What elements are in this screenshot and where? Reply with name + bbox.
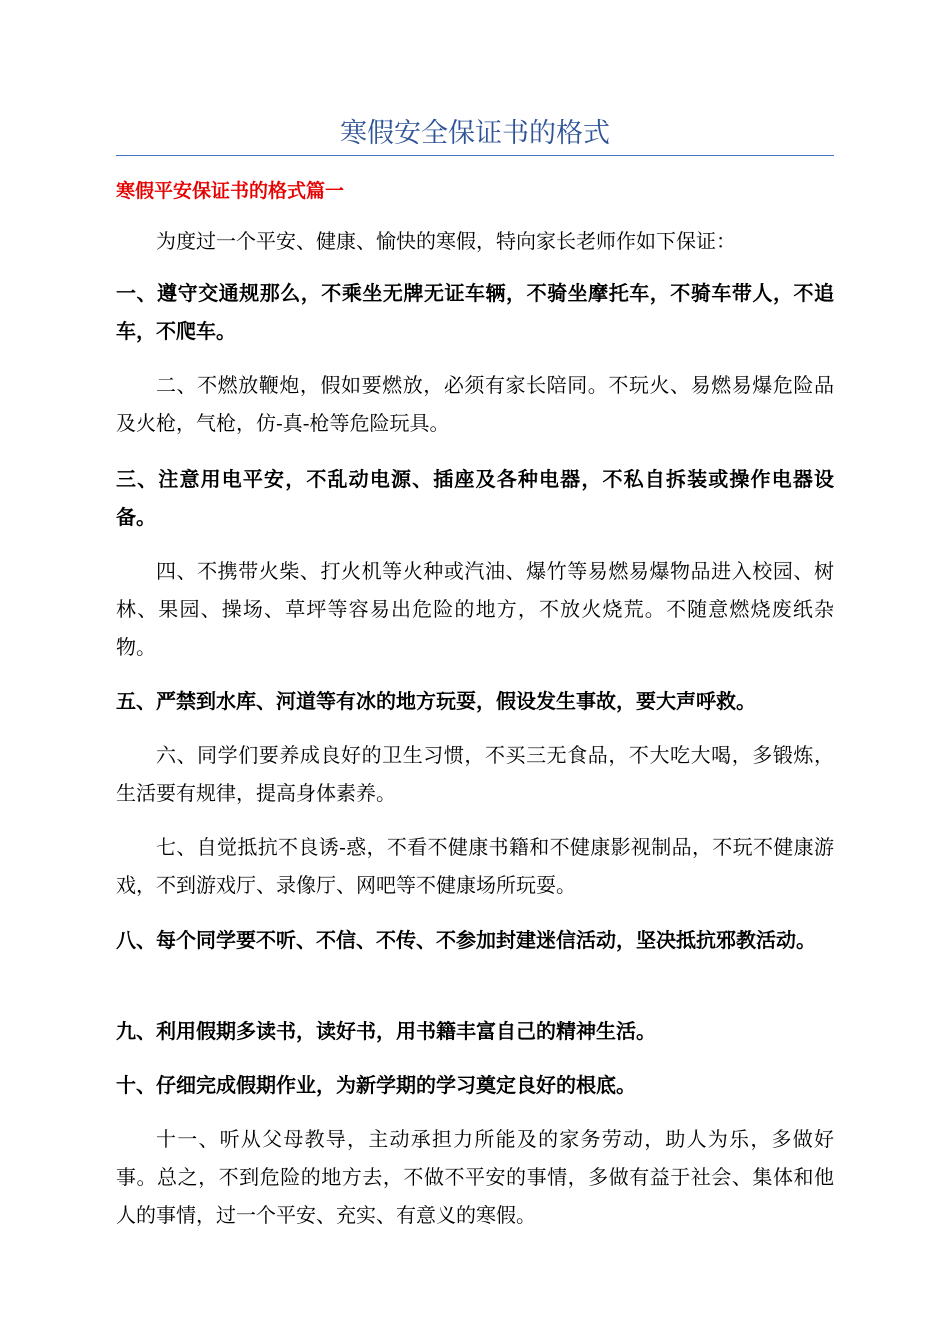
rule-paragraph-3: 三、注意用电平安，不乱动电源、插座及各种电器，不私自拆装或操作电器设备。 [116,467,834,529]
rule-paragraph-1: 一、遵守交通规那么，不乘坐无牌无证车辆，不骑坐摩托车，不骑车带人，不追车，不爬车。 [116,281,834,343]
rule-paragraph-6: 六、同学们要养成良好的卫生习惯，不买三无食品，不大吃大喝，多锻炼，生活要有规律，提高身体素养。 [116,743,834,805]
rule-paragraph-10: 十、仔细完成假期作业，为新学期的学习奠定良好的根底。 [116,1073,636,1097]
rule-paragraph-2: 二、不燃放鞭炮，假如要燃放，必须有家长陪同。不玩火、易燃易爆危险品及火枪，气枪，仿-真-枪等危险玩具。 [116,373,834,435]
rule-paragraph-4: 四、不携带火柴、打火机等火种或汽油、爆竹等易燃易爆物品进入校园、树林、果园、操场、草坪等容易出危险的地方，不放火烧荒。不随意燃烧废纸杂物。 [116,559,834,659]
page-title: 寒假安全保证书的格式 [340,118,610,149]
rule-paragraph-8: 八、每个同学要不听、不信、不传、不参加封建迷信活动，坚决抵抗邪教活动。 [116,928,816,952]
rule-paragraph-9: 九、利用假期多读书，读好书，用书籍丰富自己的精神生活。 [116,1019,656,1043]
title-divider [116,155,834,156]
rule-paragraph-5: 五、严禁到水库、河道等有冰的地方玩耍，假设发生事故，要大声呼救。 [116,689,756,713]
rule-paragraph-7: 七、自觉抵抗不良诱-惑，不看不健康书籍和不健康影视制品，不玩不健康游戏，不到游戏厅、录像厅、网吧等不健康场所玩耍。 [116,835,834,897]
section-heading: 寒假平安保证书的格式篇一 [116,180,345,202]
intro-paragraph: 为度过一个平安、健康、愉快的寒假，特向家长老师作如下保证： [156,229,736,253]
rule-paragraph-11: 十一、听从父母教导，主动承担力所能及的家务劳动，助人为乐，多做好事。总之，不到危险的地方去，不做不平安的事情，多做有益于社会、集体和他人的事情，过一个平安、充实、有意义的寒假。 [116,1127,834,1227]
